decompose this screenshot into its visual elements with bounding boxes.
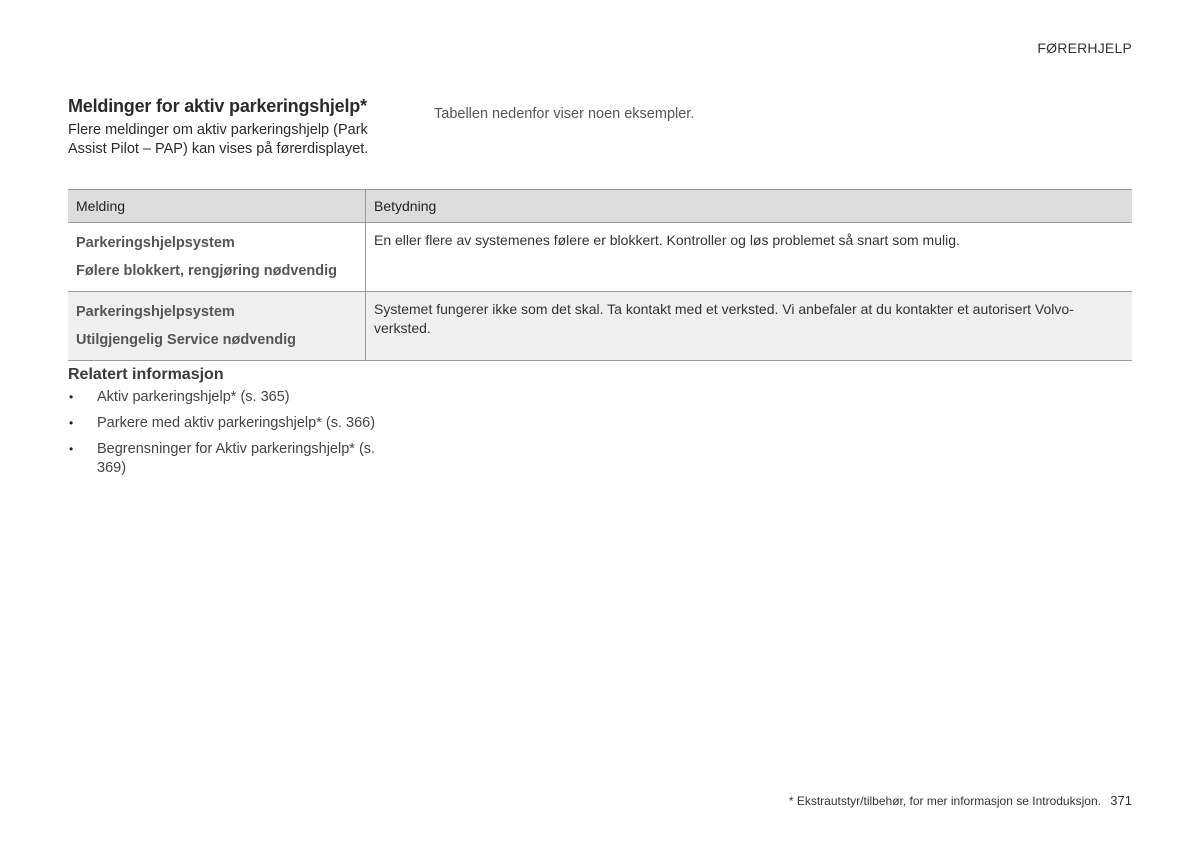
table-header-row [68, 190, 1132, 223]
intro-text: Flere meldinger om aktiv parkeringshjelp (Park Assist Pilot – PAP) kan vises på førerdisplayet. [68, 122, 369, 157]
meaning-text: En eller flere av systemenes følere er blokkert. Kontroller og løs problemet så snart som mulig. [374, 232, 960, 248]
bullet-icon: • [69, 442, 74, 456]
page-title: Meldinger for aktiv parkeringshjelp* [68, 96, 367, 116]
column-header-meaning: Betydning [366, 190, 1133, 223]
table-intro-text: Tabellen nedenfor viser noen eksempler. [434, 106, 695, 122]
table-row [68, 292, 1132, 361]
meaning-cell [366, 223, 1133, 292]
bullet-icon: • [69, 416, 74, 430]
footnote-text: * Ekstrautstyr/tilbehør, for mer informasjon se Introduksjon. [788, 794, 1101, 808]
page-number: 371 [1110, 793, 1132, 808]
message-line: Utilgjengelig Service nødvendig [76, 332, 296, 348]
meaning-text: Systemet fungerer ikke som det skal. Ta kontakt med et verksted. Vi anbefaler at du kontakter et autorisert Volvo-verksted. [374, 301, 1074, 336]
list-item [68, 388, 398, 407]
list-item [68, 440, 398, 478]
column-header-message: Melding [68, 190, 366, 223]
related-info-list [68, 388, 398, 485]
related-info-title: Relatert informasjon [68, 366, 224, 383]
related-link[interactable]: Aktiv parkeringshjelp* (s. 365) [97, 389, 290, 405]
meaning-cell [366, 292, 1133, 361]
table-row [68, 223, 1132, 292]
related-link[interactable]: Parkere med aktiv parkeringshjelp* (s. 366) [97, 415, 376, 431]
message-line: Parkeringshjelpsystem [76, 235, 235, 251]
section-header: FØRERHJELP [1037, 40, 1132, 56]
bullet-icon: • [69, 390, 74, 404]
message-line: Parkeringshjelpsystem [76, 304, 235, 320]
footer [789, 793, 1132, 808]
message-line: Følere blokkert, rengjøring nødvendig [76, 263, 338, 279]
list-item [68, 414, 398, 433]
message-cell [68, 292, 366, 361]
message-cell [68, 223, 366, 292]
messages-table [68, 189, 1132, 361]
related-link[interactable]: Begrensninger for Aktiv parkeringshjelp* (s. 369) [97, 441, 376, 476]
